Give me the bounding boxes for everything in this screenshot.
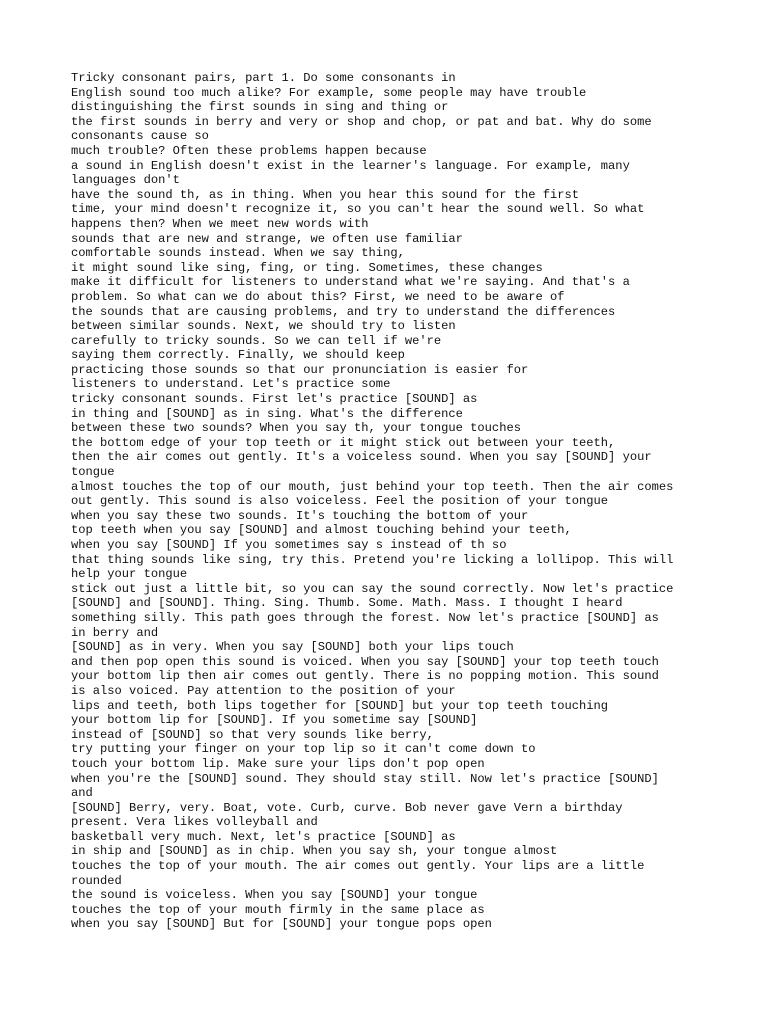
text-line: tricky consonant sounds. First let's practice [SOUND] as [71, 392, 478, 407]
text-line: touch your bottom lip. Make sure your lips don't pop open [71, 756, 485, 771]
document-body [71, 71, 711, 932]
text-line: it might sound like sing, fing, or ting. Sometimes, these changes [71, 260, 543, 275]
text-line: when you're the [SOUND] sound. They should stay still. Now let's practice [SOUND] [71, 771, 659, 786]
text-line: English sound too much alike? For example, some people may have trouble [71, 85, 587, 100]
text-line: a sound in English doesn't exist in the learner's language. For example, many [71, 158, 630, 173]
text-line: sounds that are new and strange, we often use familiar [71, 231, 463, 246]
text-line: almost touches the top of our mouth, just behind your top teeth. Then the air comes [71, 479, 674, 494]
text-line: the bottom edge of your top teeth or it might stick out between your teeth, [71, 435, 616, 450]
text-line: consonants cause so [71, 129, 209, 144]
text-line: the sounds that are causing problems, and try to understand the differences [71, 304, 616, 319]
text-line: top teeth when you say [SOUND] and almost touching behind your teeth, [71, 523, 572, 538]
text-line: the sound is voiceless. When you say [SOUND] your tongue [71, 888, 478, 903]
text-line: is also voiced. Pay attention to the position of your [71, 683, 456, 698]
text-line: when you say these two sounds. It's touching the bottom of your [71, 508, 529, 523]
text-line: comfortable sounds instead. When we say thing, [71, 246, 405, 261]
text-line: [SOUND] and [SOUND]. Thing. Sing. Thumb. Some. Math. Mass. I thought I heard [71, 596, 623, 611]
text-line: [SOUND] Berry, very. Boat, vote. Curb, curve. Bob never gave Vern a birthday [71, 800, 623, 815]
text-line: happens then? When we meet new words with [71, 216, 369, 231]
text-line: present. Vera likes volleyball and [71, 815, 318, 830]
text-line: touches the top of your mouth firmly in the same place as [71, 902, 485, 917]
text-line: your bottom lip for [SOUND]. If you sometime say [SOUND] [71, 713, 478, 728]
text-line: instead of [SOUND] so that very sounds like berry, [71, 727, 434, 742]
text-line: try putting your finger on your top lip so it can't come down to [71, 742, 536, 757]
text-line: in thing and [SOUND] as in sing. What's the difference [71, 406, 463, 421]
text-line: help your tongue [71, 567, 188, 582]
text-line: rounded [71, 873, 122, 888]
text-line: the first sounds in berry and very or shop and chop, or pat and bat. Why do some [71, 114, 652, 129]
text-line: that thing sounds like sing, try this. Pretend you're licking a lollipop. This will [71, 552, 674, 567]
text-line: time, your mind doesn't recognize it, so you can't hear the sound well. So what [71, 202, 645, 217]
text-line: lips and teeth, both lips together for [SOUND] but your top teeth touching [71, 698, 609, 713]
text-line: touches the top of your mouth. The air comes out gently. Your lips are a little [71, 859, 645, 874]
text-line: then the air comes out gently. It's a voiceless sound. When you say [SOUND] your [71, 450, 652, 465]
text-line: languages don't [71, 173, 180, 188]
text-line: stick out just a little bit, so you can say the sound correctly. Now let's practice [71, 581, 674, 596]
text-line: tongue [71, 465, 115, 480]
text-line: when you say [SOUND] But for [SOUND] your tongue pops open [71, 917, 492, 932]
text-line: and then pop open this sound is voiced. When you say [SOUND] your top teeth touch [71, 654, 659, 669]
text-line: [SOUND] as in very. When you say [SOUND] both your lips touch [71, 640, 514, 655]
text-line: carefully to tricky sounds. So we can tell if we're [71, 333, 442, 348]
text-line: listeners to understand. Let's practice some [71, 377, 391, 392]
text-line: Tricky consonant pairs, part 1. Do some consonants in [71, 71, 456, 85]
text-line: in berry and [71, 625, 159, 640]
text-line: basketball very much. Next, let's practice [SOUND] as [71, 829, 456, 844]
text-line: when you say [SOUND] If you sometimes say s instead of th so [71, 538, 507, 552]
text-line: and [71, 786, 93, 801]
text-line: your bottom lip then air comes out gently. There is no popping motion. This sound [71, 669, 659, 684]
text-line: between similar sounds. Next, we should try to listen [71, 319, 456, 334]
text-line: out gently. This sound is also voiceless. Feel the position of your tongue [71, 494, 609, 509]
text-line: between these two sounds? When you say th, your tongue touches [71, 421, 521, 436]
text-line: have the sound th, as in thing. When you hear this sound for the first [71, 187, 580, 202]
text-line: much trouble? Often these problems happen because [71, 143, 427, 158]
text-line: in ship and [SOUND] as in chip. When you say sh, your tongue almost [71, 844, 558, 859]
text-line: something silly. This path goes through the forest. Now let's practice [SOUND] as [71, 610, 659, 625]
text-line: saying them correctly. Finally, we should keep [71, 348, 405, 363]
text-line: problem. So what can we do about this? First, we need to be aware of [71, 289, 565, 304]
text-line: distinguishing the first sounds in sing and thing or [71, 100, 449, 115]
text-line: practicing those sounds so that our pronunciation is easier for [71, 362, 529, 377]
text-line: make it difficult for listeners to understand what we're saying. And that's a [71, 275, 630, 290]
